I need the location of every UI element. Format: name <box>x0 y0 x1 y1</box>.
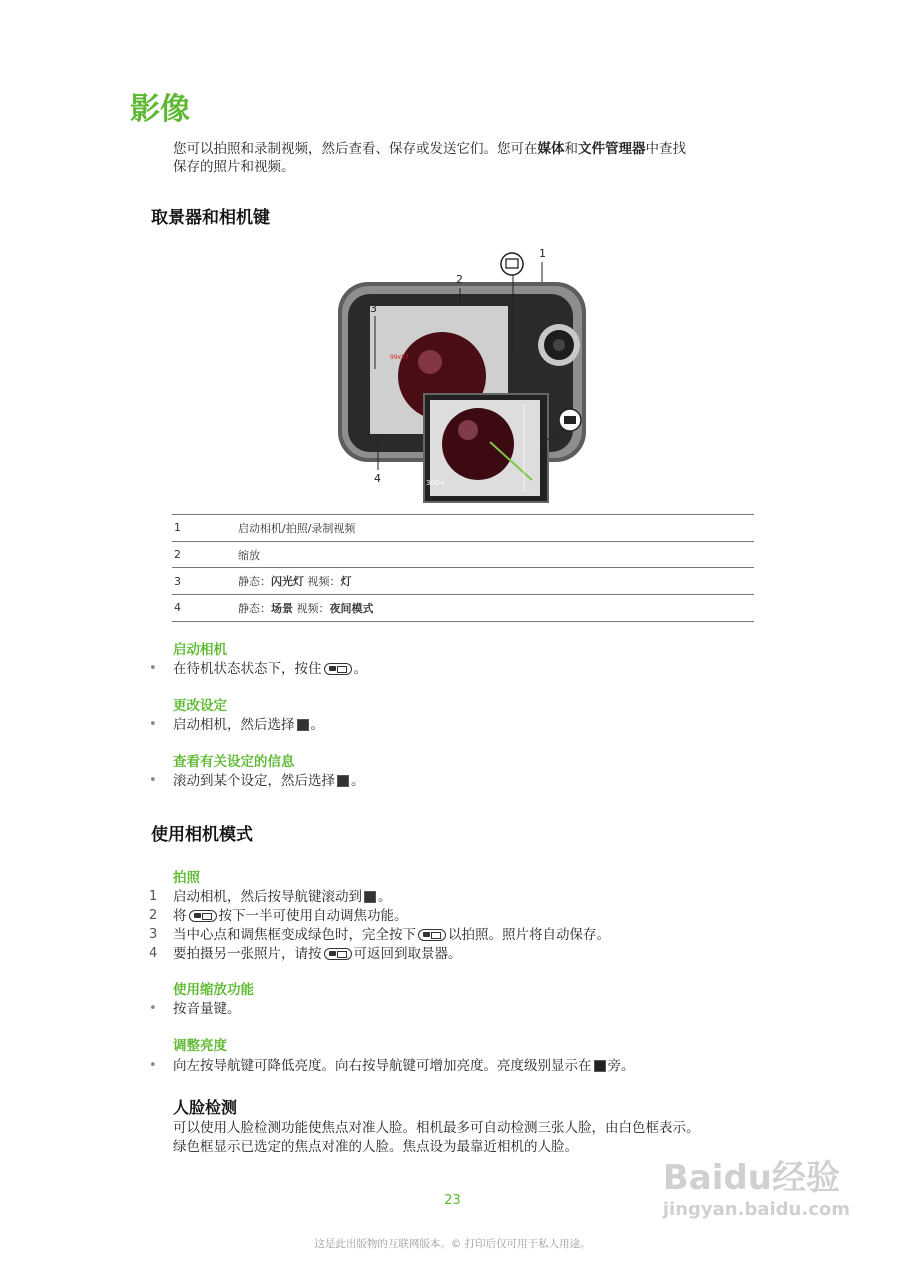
bullet: • <box>149 1001 157 1016</box>
bullet: • <box>149 717 157 732</box>
baidu-watermark <box>663 1150 850 1220</box>
callout-1: 1 <box>539 247 546 260</box>
camera-key-icon <box>189 910 217 922</box>
heading-change-settings: 更改设定 <box>173 698 227 714</box>
page-title: 影像 <box>130 92 190 127</box>
heading-face-detection: 人脸检测 <box>173 1098 238 1117</box>
legend-row <box>172 541 754 568</box>
change-settings-text: 启动相机，然后选择 。 <box>173 717 324 733</box>
step-text: 要拍摄另一张照片，请按 可返回到取景器。 <box>173 946 462 962</box>
section-heading-viewfinder: 取景器和相机键 <box>151 208 270 228</box>
intro-text: 您可以拍照和录制视频，然后查看、保存或发送它们。您可在 <box>173 141 538 157</box>
intro-text: 保存的照片和视频。 <box>173 159 295 175</box>
start-camera-text: 在待机状态状态下，按住 。 <box>173 661 367 677</box>
camera-key-icon <box>324 948 352 960</box>
callout-3: 3 <box>370 302 377 315</box>
heading-view-info: 查看有关设定的信息 <box>173 754 295 770</box>
heading-zoom: 使用缩放功能 <box>173 982 254 998</box>
legend-number: 3 <box>172 568 238 595</box>
step-text: 将 按下一半可使用自动调焦功能。 <box>173 908 408 924</box>
camera-key-icon <box>324 663 352 675</box>
bullet: • <box>149 1058 157 1073</box>
watermark-url: jingyan.baidu.com <box>662 1199 850 1220</box>
legend-description: 静态：闪光灯 视频：灯 <box>238 568 754 595</box>
legend-row <box>172 595 754 622</box>
legend-number: 4 <box>172 595 238 622</box>
face-detection-text: 可以使用人脸检测功能使焦点对准人脸。相机最多可自动检测三张人脸，由白色框表示。 绿色框显示已选定的焦点对准的人脸。焦点设为最靠近相机的人脸。 <box>173 1120 700 1155</box>
info-icon <box>337 775 349 787</box>
legend-description: 缩放 <box>238 541 754 568</box>
camera-key-icon <box>418 929 446 941</box>
brightness-text: 向左按导航键可降低亮度。向右按导航键可增加亮度。亮度级别显示在 旁。 <box>173 1058 635 1074</box>
legend-row <box>172 515 754 542</box>
callout-2: 2 <box>456 273 463 286</box>
bullet: • <box>149 661 157 676</box>
video-mode-icon <box>501 253 523 275</box>
step-number: 4 <box>149 946 158 961</box>
step-number: 3 <box>149 927 158 942</box>
view-info-text: 滚动到某个设定，然后选择 。 <box>173 773 365 789</box>
step-text: 启动相机，然后按导航键滚动到 。 <box>173 889 392 905</box>
callout-4: 4 <box>374 472 381 485</box>
file-manager-link-text: 文件管理器 <box>578 141 646 157</box>
watermark-brand: Baidu经验 <box>662 1158 840 1198</box>
page-number: 23 <box>444 1193 461 1208</box>
intro-text: 中查找 <box>645 141 686 157</box>
footer-note: 这是此出版物的互联网版本。© 打印后仅可用于私人用途。 <box>314 1238 591 1250</box>
intro-paragraph <box>173 140 763 176</box>
settings-icon <box>297 719 309 731</box>
heading-brightness: 调整亮度 <box>173 1038 227 1054</box>
zoom-text: 按音量键。 <box>173 1001 241 1017</box>
bullet: • <box>149 773 157 788</box>
key-legend-table <box>172 514 754 622</box>
step-number: 1 <box>149 889 158 904</box>
legend-description: 静态：场景 视频：夜间模式 <box>238 595 754 622</box>
legend-row <box>172 568 754 595</box>
section-heading-camera-modes: 使用相机模式 <box>151 825 253 845</box>
heading-start-camera: 启动相机 <box>173 642 227 658</box>
media-link-text: 媒体 <box>537 141 565 157</box>
camera-mode-icon <box>364 891 376 903</box>
step-text: 当中心点和调焦框变成绿色时，完全按下 以拍照。照片将自动保存。 <box>173 927 610 943</box>
legend-number: 2 <box>172 541 238 568</box>
intro-text: 和 <box>564 141 578 157</box>
cherry-front <box>442 408 514 480</box>
brightness-icon <box>594 1060 606 1072</box>
screen-top-counter: 99x57 <box>390 354 409 361</box>
step-number: 2 <box>149 908 158 923</box>
screen-counter: 300+ <box>426 479 446 487</box>
legend-description: 启动相机/拍照/录制视频 <box>238 515 754 542</box>
legend-number: 1 <box>172 515 238 542</box>
heading-take-photo: 拍照 <box>173 870 200 886</box>
